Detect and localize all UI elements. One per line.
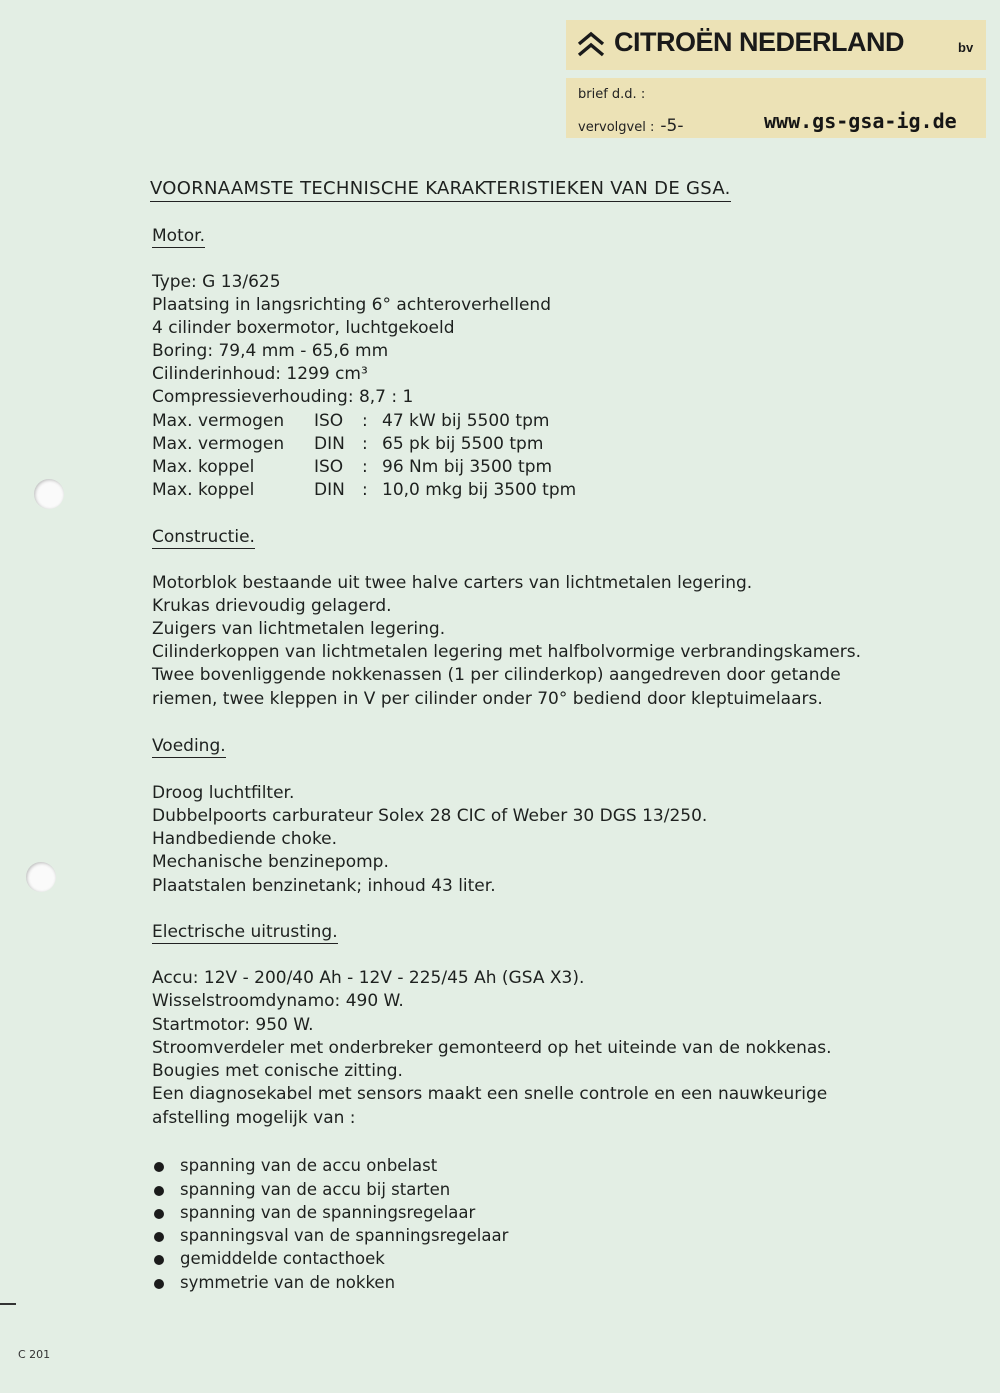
spec-norm: DIN [314,434,345,454]
heading-electrische-uitrusting: Electrische uitrusting. [152,922,338,942]
bullet-icon [154,1279,164,1289]
motor-line: Plaatsing in langsrichting 6° achteroverhellend [152,295,551,315]
constructie-line: riemen, twee kleppen in V per cilinder onder 70° bediend door kleptuimelaars. [152,689,823,709]
spec-label: Max. koppel [152,480,255,500]
bullet-icon [154,1232,164,1242]
bullet-icon [154,1255,164,1265]
bullet-icon [154,1186,164,1196]
punch-hole [34,479,64,509]
punch-hole [26,862,56,892]
letterhead-meta [566,78,986,138]
electrisch-line: Startmotor: 950 W. [152,1015,314,1035]
spec-norm: ISO [314,457,344,477]
motor-line: 4 cilinder boxermotor, luchtgekoeld [152,318,455,338]
website-stamp: www.gs-gsa-ig.de [764,109,957,133]
spec-value: 10,0 mkg bij 3500 tpm [382,480,577,500]
constructie-line: Zuigers van lichtmetalen legering. [152,619,446,639]
spec-norm: DIN [314,480,345,500]
bullet-icon [154,1162,164,1172]
brief-label: brief d.d. : [578,87,646,102]
spec-label: Max. vermogen [152,411,285,431]
constructie-line: Krukas drievoudig gelagerd. [152,596,392,616]
letterhead-brand [566,20,986,70]
voeding-line: Droog luchtfilter. [152,783,295,803]
constructie-line: Cilinderkoppen van lichtmetalen legering met halfbolvormige verbrandingskamers. [152,642,862,662]
form-code: C 201 [18,1348,51,1361]
margin-mark [0,1303,16,1305]
voeding-line: Dubbelpoorts carburateur Solex 28 CIC of Weber 30 DGS 13/250. [152,806,708,826]
constructie-line: Motorblok bestaande uit twee halve carters van lichtmetalen legering. [152,573,753,593]
electrisch-line: Bougies met conische zitting. [152,1061,403,1081]
motor-line: Type: G 13/625 [152,272,281,292]
spec-norm: ISO [314,411,344,431]
heading-voeding: Voeding. [152,736,226,756]
voeding-line: Plaatstalen benzinetank; inhoud 43 liter. [152,876,496,896]
brand-name: CITROËN NEDERLAND [614,27,905,57]
electrisch-line: Accu: 12V - 200/40 Ah - 12V - 225/45 Ah (GSA X3). [152,968,585,988]
bullet-icon [154,1209,164,1219]
list-item-text: symmetrie van de nokken [180,1273,396,1292]
voeding-line: Handbediende choke. [152,829,338,849]
spec-value: 96 Nm bij 3500 tpm [382,457,553,477]
constructie-line: Twee bovenliggende nokkenassen (1 per cilinderkop) aangedreven door getande [152,665,841,685]
spec-value: 47 kW bij 5500 tpm [382,411,550,431]
heading-motor: Motor. [152,226,205,246]
voeding-line: Mechanische benzinepomp. [152,852,389,872]
electrisch-line: Stroomverdeler met onderbreker gemonteerd op het uiteinde van de nokkenas. [152,1038,832,1058]
spec-sep: : [362,480,368,500]
motor-line: Boring: 79,4 mm - 65,6 mm [152,341,389,361]
spec-value: 65 pk bij 5500 tpm [382,434,544,454]
spec-sep: : [362,411,368,431]
vervolgvel-line [578,116,683,136]
heading-constructie: Constructie. [152,527,255,547]
list-item-text: gemiddelde contacthoek [180,1249,385,1268]
list-item-text: spanning van de accu onbelast [180,1156,438,1175]
spec-label: Max. koppel [152,457,255,477]
spec-sep: : [362,434,368,454]
spec-sep: : [362,457,368,477]
list-item-text: spanning van de accu bij starten [180,1180,451,1199]
motor-line: Cilinderinhoud: 1299 cm³ [152,364,368,384]
electrisch-line: afstelling mogelijk van : [152,1108,356,1128]
document-title: VOORNAAMSTE TECHNISCHE KARAKTERISTIEKEN VAN DE GSA. [150,178,731,202]
spec-label: Max. vermogen [152,434,285,454]
list-item-text: spanningsval van de spanningsregelaar [180,1226,509,1245]
list-item-text: spanning van de spanningsregelaar [180,1203,476,1222]
electrisch-line: Wisselstroomdynamo: 490 W. [152,991,404,1011]
brand-suffix: bv [958,40,974,55]
electrisch-line: Een diagnosekabel met sensors maakt een snelle controle en een nauwkeurige [152,1084,828,1104]
motor-line: Compressieverhouding: 8,7 : 1 [152,387,414,407]
vervolgvel-label: vervolgvel : [578,120,655,135]
citroen-chevrons-logo [576,30,606,58]
page-number: -5- [660,116,684,136]
